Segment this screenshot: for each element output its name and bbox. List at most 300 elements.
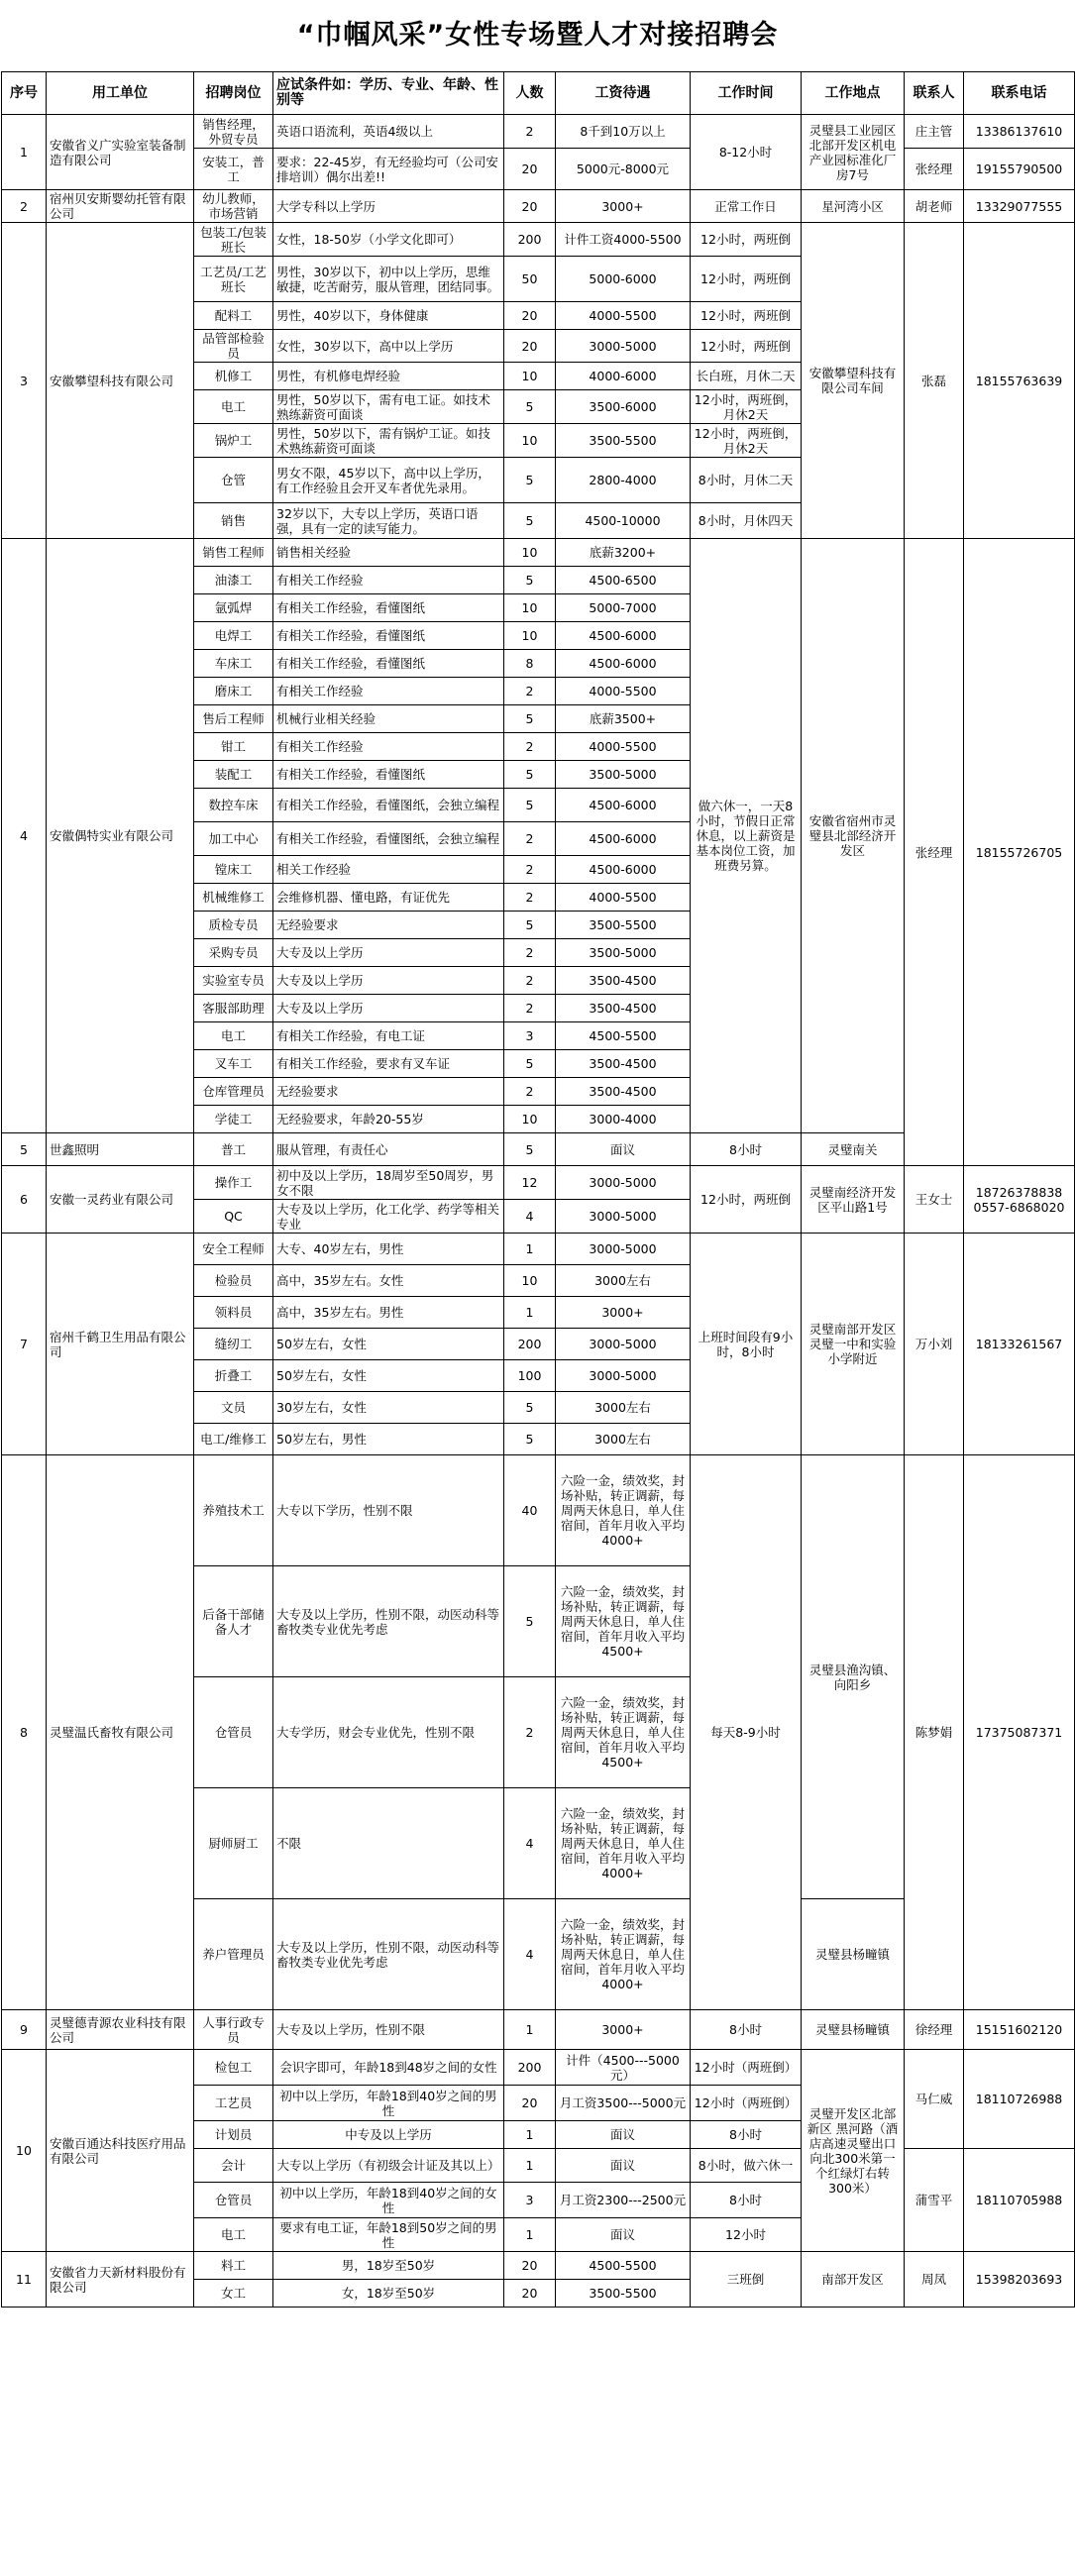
job-requirements: 英语口语流利，英语4级以上 (273, 115, 504, 149)
salary: 4500-6000 (556, 650, 691, 678)
job-requirements: 服从管理，有责任心 (273, 1133, 504, 1166)
work-hours: 12小时（两班倒） (691, 2050, 802, 2086)
header-cell: 人数 (504, 72, 556, 115)
contact-person: 徐经理 (905, 2010, 964, 2050)
job-post: 加工中心 (194, 822, 273, 856)
salary: 3500-5000 (556, 939, 691, 967)
headcount: 5 (504, 458, 556, 503)
work-hours: 12小时，两班倒 (691, 302, 802, 330)
headcount: 5 (504, 705, 556, 733)
work-location: 灵璧县工业园区北部开发区机电产业园标准化厂房7号 (802, 115, 905, 190)
contact-person: 张磊 (905, 223, 964, 539)
table-row (2, 115, 1075, 149)
work-hours: 做六休一，一天8小时，节假日正常休息，以上薪资是基本岗位工资，加班费另算。 (691, 539, 802, 1133)
employer-name: 安徽一灵药业有限公司 (47, 1166, 194, 1234)
salary: 3000-5000 (556, 1166, 691, 1200)
contact-person: 蒲雪平 (905, 2149, 964, 2252)
headcount: 20 (504, 302, 556, 330)
headcount: 5 (504, 390, 556, 424)
headcount: 5 (504, 761, 556, 789)
salary: 底薪3500+ (556, 705, 691, 733)
contact-phone: 15398203693 (964, 2252, 1075, 2308)
recruitment-table (1, 71, 1075, 2308)
employer-name: 宿州千鹤卫生用品有限公司 (47, 1234, 194, 1455)
headcount: 5 (504, 1392, 556, 1424)
contact-phone: 13329077555 (964, 190, 1075, 223)
contact-person: 陈梦娟 (905, 1455, 964, 2010)
employer-name: 安徽偶特实业有限公司 (47, 539, 194, 1133)
headcount: 40 (504, 1455, 556, 1566)
contact-person: 张经理 (905, 539, 964, 1166)
salary: 计件工资4000-5500 (556, 223, 691, 257)
job-requirements: 30岁左右，女性 (273, 1392, 504, 1424)
work-location: 灵璧南部开发区 灵璧一中和实验小学附近 (802, 1234, 905, 1455)
job-requirements: 初中以上学历，年龄18到40岁之间的男性 (273, 2086, 504, 2121)
headcount: 5 (504, 1050, 556, 1078)
job-post: 销售工程师 (194, 539, 273, 567)
employer-name: 安徽百通达科技医疗用品有限公司 (47, 2050, 194, 2252)
job-post: 安全工程师 (194, 1234, 273, 1265)
work-hours: 12小时，两班倒，月休2天 (691, 424, 802, 458)
employer-name: 安徽省义广实验室装备制造有限公司 (47, 115, 194, 190)
header-cell: 工作地点 (802, 72, 905, 115)
job-post: 销售经理，外贸专员 (194, 115, 273, 149)
salary: 3500-4500 (556, 967, 691, 995)
headcount: 4 (504, 1200, 556, 1234)
job-post: 实验室专员 (194, 967, 273, 995)
salary: 3000-5000 (556, 1234, 691, 1265)
headcount: 5 (504, 1424, 556, 1455)
salary: 3500-4500 (556, 1078, 691, 1106)
table-row (2, 2050, 1075, 2086)
job-post: 装配工 (194, 761, 273, 789)
row-number: 4 (2, 539, 47, 1133)
job-post: 采购专员 (194, 939, 273, 967)
job-post: 养殖技术工 (194, 1455, 273, 1566)
page-title: “巾帼风采”女性专场暨人才对接招聘会 (296, 20, 779, 51)
job-requirements: 有相关工作经验，看懂图纸 (273, 761, 504, 789)
contact-phone: 13386137610 (964, 115, 1075, 149)
table-row (2, 1234, 1075, 1265)
salary: 3500-4500 (556, 1050, 691, 1078)
job-post: 镗床工 (194, 856, 273, 884)
salary: 计件（4500---5000元） (556, 2050, 691, 2086)
salary: 六险一金，绩效奖，封场补贴，转正调薪，每周两天休息日，单人住宿间，首年月收入平均4500+ (556, 1677, 691, 1788)
headcount: 10 (504, 424, 556, 458)
job-requirements: 要求：22-45岁，有无经验均可（公司安排培训）偶尔出差!! (273, 149, 504, 190)
job-post: 仓管 (194, 458, 273, 503)
job-requirements: 有相关工作经验，有电工证 (273, 1022, 504, 1050)
contact-person: 万小刘 (905, 1234, 964, 1455)
contact-phone: 18155726705 (964, 539, 1075, 1166)
job-requirements: 大专及以上学历，化工化学、药学等相关专业 (273, 1200, 504, 1234)
contact-phone: 18110726988 (964, 2050, 1075, 2149)
headcount: 2 (504, 1078, 556, 1106)
salary: 3000-5000 (556, 1360, 691, 1392)
job-requirements: 50岁左右，女性 (273, 1329, 504, 1360)
job-post: 数控车床 (194, 789, 273, 822)
job-post: 客服部助理 (194, 995, 273, 1022)
work-location: 灵璧南关 (802, 1133, 905, 1166)
headcount: 2 (504, 939, 556, 967)
job-post: 品管部检验员 (194, 330, 273, 363)
job-post: 仓库管理员 (194, 1078, 273, 1106)
job-requirements: 有相关工作经验，看懂图纸，会独立编程 (273, 822, 504, 856)
job-requirements: 女，18岁至50岁 (273, 2280, 504, 2308)
work-hours: 8小时 (691, 1133, 802, 1166)
job-requirements: 大专及以上学历，性别不限，动医动科等畜牧类专业优先考虑 (273, 1899, 504, 2010)
job-post: 质检专员 (194, 912, 273, 939)
table-row (2, 2252, 1075, 2280)
job-requirements: 有相关工作经验，要求有叉车证 (273, 1050, 504, 1078)
salary: 月工资3500---5000元 (556, 2086, 691, 2121)
headcount: 5 (504, 789, 556, 822)
headcount: 12 (504, 1166, 556, 1200)
job-requirements: 初中以上学历，年龄18到40岁之间的女性 (273, 2183, 504, 2218)
job-post: 安装工，普工 (194, 149, 273, 190)
headcount: 200 (504, 223, 556, 257)
job-requirements: 有相关工作经验 (273, 733, 504, 761)
job-requirements: 要求有电工证，年龄18到50岁之间的男性 (273, 2218, 504, 2252)
job-post: 工艺员/工艺班长 (194, 257, 273, 302)
contact-person: 周凤 (905, 2252, 964, 2308)
headcount: 2 (504, 967, 556, 995)
job-post: 锅炉工 (194, 424, 273, 458)
job-post: 叉车工 (194, 1050, 273, 1078)
work-hours: 8小时 (691, 2010, 802, 2050)
job-post: 养户管理员 (194, 1899, 273, 2010)
job-post: 幼儿教师，市场营销 (194, 190, 273, 223)
table-row (2, 190, 1075, 223)
row-number: 10 (2, 2050, 47, 2252)
job-post: 售后工程师 (194, 705, 273, 733)
contact-phone: 18110705988 (964, 2149, 1075, 2252)
job-requirements: 男性，50岁以下，需有锅炉工证。如技术熟练薪资可面谈 (273, 424, 504, 458)
headcount: 2 (504, 856, 556, 884)
salary: 3500-6000 (556, 390, 691, 424)
salary: 面议 (556, 2218, 691, 2252)
work-hours: 12小时，两班倒，月休2天 (691, 390, 802, 424)
contact-phone: 17375087371 (964, 1455, 1075, 2010)
row-number: 11 (2, 2252, 47, 2308)
headcount: 5 (504, 1133, 556, 1166)
job-requirements: 大专以下学历，性别不限 (273, 1455, 504, 1566)
work-location: 星河湾小区 (802, 190, 905, 223)
salary: 5000元-8000元 (556, 149, 691, 190)
job-post: 仓管员 (194, 2183, 273, 2218)
headcount: 4 (504, 1899, 556, 2010)
headcount: 2 (504, 822, 556, 856)
job-post: 车床工 (194, 650, 273, 678)
header-cell: 序号 (2, 72, 47, 115)
headcount: 1 (504, 1297, 556, 1329)
work-hours: 长白班，月休二天 (691, 363, 802, 390)
salary: 4000-6000 (556, 363, 691, 390)
job-requirements: 大专及以上学历 (273, 995, 504, 1022)
contact-person: 胡老师 (905, 190, 964, 223)
employer-name: 灵璧温氏畜牧有限公司 (47, 1455, 194, 2010)
job-post: 缝纫工 (194, 1329, 273, 1360)
headcount: 5 (504, 567, 556, 594)
job-requirements: 有相关工作经验 (273, 567, 504, 594)
contact-phone: 18133261567 (964, 1234, 1075, 1455)
salary: 4500-5500 (556, 1022, 691, 1050)
headcount: 10 (504, 363, 556, 390)
contact-person: 王女士 (905, 1166, 964, 1234)
salary: 3000+ (556, 2010, 691, 2050)
row-number: 8 (2, 1455, 47, 2010)
job-post: 后备干部储备人才 (194, 1566, 273, 1677)
salary: 月工资2300---2500元 (556, 2183, 691, 2218)
job-post: 电工/维修工 (194, 1424, 273, 1455)
job-requirements: 50岁左右，男性 (273, 1424, 504, 1455)
job-post: 人事行政专员 (194, 2010, 273, 2050)
job-requirements: 无经验要求，年龄20-55岁 (273, 1106, 504, 1133)
job-requirements: 机械行业相关经验 (273, 705, 504, 733)
headcount: 20 (504, 190, 556, 223)
row-number: 9 (2, 2010, 47, 2050)
header-cell: 应试条件如：学历、专业、年龄、性别等 (273, 72, 504, 115)
contact-person: 庄主管 (905, 115, 964, 149)
job-requirements: 有相关工作经验，看懂图纸 (273, 622, 504, 650)
job-post: 配料工 (194, 302, 273, 330)
salary: 底薪3200+ (556, 539, 691, 567)
work-hours: 8小时，月休二天 (691, 458, 802, 503)
headcount: 2 (504, 733, 556, 761)
job-requirements: 中专及以上学历 (273, 2121, 504, 2149)
salary: 六险一金，绩效奖，封场补贴，转正调薪，每周两天休息日，单人住宿间，首年月收入平均4500+ (556, 1566, 691, 1677)
work-hours: 上班时间段有9小时，8小时 (691, 1234, 802, 1455)
header-cell: 联系人 (905, 72, 964, 115)
headcount: 4 (504, 1788, 556, 1899)
salary: 3000-5000 (556, 1329, 691, 1360)
job-post: 操作工 (194, 1166, 273, 1200)
salary: 4500-6000 (556, 856, 691, 884)
job-requirements: 有相关工作经验，看懂图纸，会独立编程 (273, 789, 504, 822)
job-requirements: 大专、40岁左右，男性 (273, 1234, 504, 1265)
work-hours: 8小时 (691, 2121, 802, 2149)
work-location: 灵璧开发区北部新区 黑河路（酒店高速灵璧出口向北300米第一个红绿灯右转300米） (802, 2050, 905, 2252)
salary: 4500-6500 (556, 567, 691, 594)
job-requirements: 不限 (273, 1788, 504, 1899)
job-requirements: 男性，50岁以下，需有电工证。如技术熟练薪资可面谈 (273, 390, 504, 424)
headcount: 200 (504, 1329, 556, 1360)
salary: 2800-4000 (556, 458, 691, 503)
headcount: 1 (504, 2121, 556, 2149)
salary: 六险一金，绩效奖，封场补贴，转正调薪，每周两天休息日，单人住宿间，首年月收入平均4000+ (556, 1899, 691, 2010)
salary: 4000-5500 (556, 733, 691, 761)
header-cell: 工作时间 (691, 72, 802, 115)
job-post: 电工 (194, 390, 273, 424)
headcount: 20 (504, 330, 556, 363)
job-requirements: 男性，30岁以下，初中以上学历，思维敏捷，吃苦耐劳，服从管理，团结同事。 (273, 257, 504, 302)
header-cell: 联系电话 (964, 72, 1075, 115)
job-requirements: 男，18岁至50岁 (273, 2252, 504, 2280)
job-requirements: 高中，35岁左右。男性 (273, 1297, 504, 1329)
job-requirements: 有相关工作经验 (273, 678, 504, 705)
job-requirements: 男性，40岁以下，身体健康 (273, 302, 504, 330)
job-post: 电工 (194, 1022, 273, 1050)
header-cell: 用工单位 (47, 72, 194, 115)
work-hours: 8-12小时 (691, 115, 802, 190)
headcount: 1 (504, 1234, 556, 1265)
employer-name: 世鑫照明 (47, 1133, 194, 1166)
headcount: 10 (504, 594, 556, 622)
row-number: 7 (2, 1234, 47, 1455)
job-requirements: 男女不限，45岁以下，高中以上学历，有工作经验且会开叉车者优先录用。 (273, 458, 504, 503)
salary: 4000-5500 (556, 678, 691, 705)
headcount: 200 (504, 2050, 556, 2086)
work-location: 灵璧县杨疃镇 (802, 2010, 905, 2050)
contact-phone: 19155790500 (964, 149, 1075, 190)
salary: 3500-5500 (556, 912, 691, 939)
job-requirements: 50岁左右，女性 (273, 1360, 504, 1392)
job-post: 钳工 (194, 733, 273, 761)
salary: 5000-6000 (556, 257, 691, 302)
headcount: 5 (504, 503, 556, 539)
headcount: 20 (504, 149, 556, 190)
headcount: 10 (504, 1265, 556, 1297)
work-hours: 8小时 (691, 2183, 802, 2218)
job-post: 女工 (194, 2280, 273, 2308)
headcount: 50 (504, 257, 556, 302)
job-requirements: 男性，有机修电焊经验 (273, 363, 504, 390)
headcount: 2 (504, 884, 556, 912)
job-post: 检包工 (194, 2050, 273, 2086)
job-requirements: 销售相关经验 (273, 539, 504, 567)
headcount: 1 (504, 2218, 556, 2252)
job-requirements: 无经验要求 (273, 912, 504, 939)
work-hours: 12小时，两班倒 (691, 1166, 802, 1234)
job-requirements: 大学专科以上学历 (273, 190, 504, 223)
job-post: 普工 (194, 1133, 273, 1166)
salary: 面议 (556, 1133, 691, 1166)
job-requirements: 大专学历，财会专业优先，性别不限 (273, 1677, 504, 1788)
salary: 3000+ (556, 1297, 691, 1329)
salary: 4000-5500 (556, 302, 691, 330)
job-requirements: 无经验要求 (273, 1078, 504, 1106)
job-requirements: 初中及以上学历，18周岁至50周岁，男女不限 (273, 1166, 504, 1200)
headcount: 1 (504, 2149, 556, 2183)
headcount: 2 (504, 1677, 556, 1788)
contact-phone: 18726378838 0557-6868020 (964, 1166, 1075, 1234)
job-post: 会计 (194, 2149, 273, 2183)
table-row (2, 223, 1075, 257)
employer-name: 安徽攀望科技有限公司 (47, 223, 194, 539)
row-number: 3 (2, 223, 47, 539)
header-row (2, 72, 1075, 115)
salary: 4500-6000 (556, 822, 691, 856)
headcount: 10 (504, 1106, 556, 1133)
work-location: 灵璧县渔沟镇、向阳乡 (802, 1455, 905, 1899)
salary: 8千到10万以上 (556, 115, 691, 149)
work-location: 南部开发区 (802, 2252, 905, 2308)
employer-name: 灵璧德青源农业科技有限公司 (47, 2010, 194, 2050)
table-row (2, 1455, 1075, 1566)
job-post: 领料员 (194, 1297, 273, 1329)
job-post: 氩弧焊 (194, 594, 273, 622)
header-cell: 工资待遇 (556, 72, 691, 115)
work-hours: 12小时，两班倒 (691, 223, 802, 257)
salary: 4500-10000 (556, 503, 691, 539)
job-post: QC (194, 1200, 273, 1234)
headcount: 2 (504, 115, 556, 149)
salary: 3000左右 (556, 1392, 691, 1424)
headcount: 5 (504, 912, 556, 939)
salary: 3500-5500 (556, 2280, 691, 2308)
table-row (2, 2010, 1075, 2050)
contact-person: 张经理 (905, 149, 964, 190)
row-number: 2 (2, 190, 47, 223)
employer-name: 安徽省力天新材料股份有限公司 (47, 2252, 194, 2308)
salary: 3000-4000 (556, 1106, 691, 1133)
salary: 4500-6000 (556, 622, 691, 650)
contact-person: 马仁威 (905, 2050, 964, 2149)
work-hours: 12小时（两班倒） (691, 2086, 802, 2121)
work-hours: 三班倒 (691, 2252, 802, 2308)
headcount: 2 (504, 678, 556, 705)
headcount: 20 (504, 2280, 556, 2308)
job-requirements: 大专及以上学历，性别不限 (273, 2010, 504, 2050)
salary: 3000-5000 (556, 1200, 691, 1234)
job-post: 电焊工 (194, 622, 273, 650)
work-location: 灵璧县杨疃镇 (802, 1899, 905, 2010)
job-post: 检验员 (194, 1265, 273, 1297)
job-requirements: 女性，18-50岁（小学文化即可） (273, 223, 504, 257)
salary: 面议 (556, 2121, 691, 2149)
headcount: 10 (504, 539, 556, 567)
job-post: 机械维修工 (194, 884, 273, 912)
work-location: 安徽省宿州市灵璧县北部经济开发区 (802, 539, 905, 1133)
job-requirements: 大专及以上学历 (273, 939, 504, 967)
work-hours: 每天8-9小时 (691, 1455, 802, 2010)
job-post: 磨床工 (194, 678, 273, 705)
job-post: 折叠工 (194, 1360, 273, 1392)
headcount: 20 (504, 2252, 556, 2280)
job-post: 厨师厨工 (194, 1788, 273, 1899)
job-requirements: 高中，35岁左右。女性 (273, 1265, 504, 1297)
salary: 3000-5000 (556, 330, 691, 363)
salary: 4000-5500 (556, 884, 691, 912)
salary: 3000+ (556, 190, 691, 223)
job-post: 包装工/包装班长 (194, 223, 273, 257)
table-body (2, 115, 1075, 2308)
job-requirements: 32岁以下，大专以上学历，英语口语强，具有一定的读写能力。 (273, 503, 504, 539)
salary: 3000左右 (556, 1265, 691, 1297)
salary: 六险一金，绩效奖，封场补贴，转正调薪，每周两天休息日，单人住宿间，首年月收入平均4000+ (556, 1788, 691, 1899)
job-requirements: 大专以上学历（有初级会计证及其以上） (273, 2149, 504, 2183)
headcount: 5 (504, 1566, 556, 1677)
salary: 3500-5000 (556, 761, 691, 789)
salary: 六险一金，绩效奖，封场补贴，转正调薪，每周两天休息日，单人住宿间，首年月收入平均4000+ (556, 1455, 691, 1566)
salary: 3000左右 (556, 1424, 691, 1455)
headcount: 10 (504, 622, 556, 650)
row-number: 6 (2, 1166, 47, 1234)
work-hours: 8小时，做六休一 (691, 2149, 802, 2183)
work-hours: 12小时 (691, 2218, 802, 2252)
headcount: 20 (504, 2086, 556, 2121)
job-post: 工艺员 (194, 2086, 273, 2121)
headcount: 3 (504, 1022, 556, 1050)
job-requirements: 有相关工作经验，看懂图纸 (273, 594, 504, 622)
job-post: 油漆工 (194, 567, 273, 594)
headcount: 2 (504, 995, 556, 1022)
job-post: 销售 (194, 503, 273, 539)
headcount: 100 (504, 1360, 556, 1392)
salary: 4500-6000 (556, 789, 691, 822)
contact-phone: 18155763639 (964, 223, 1075, 539)
job-post: 料工 (194, 2252, 273, 2280)
